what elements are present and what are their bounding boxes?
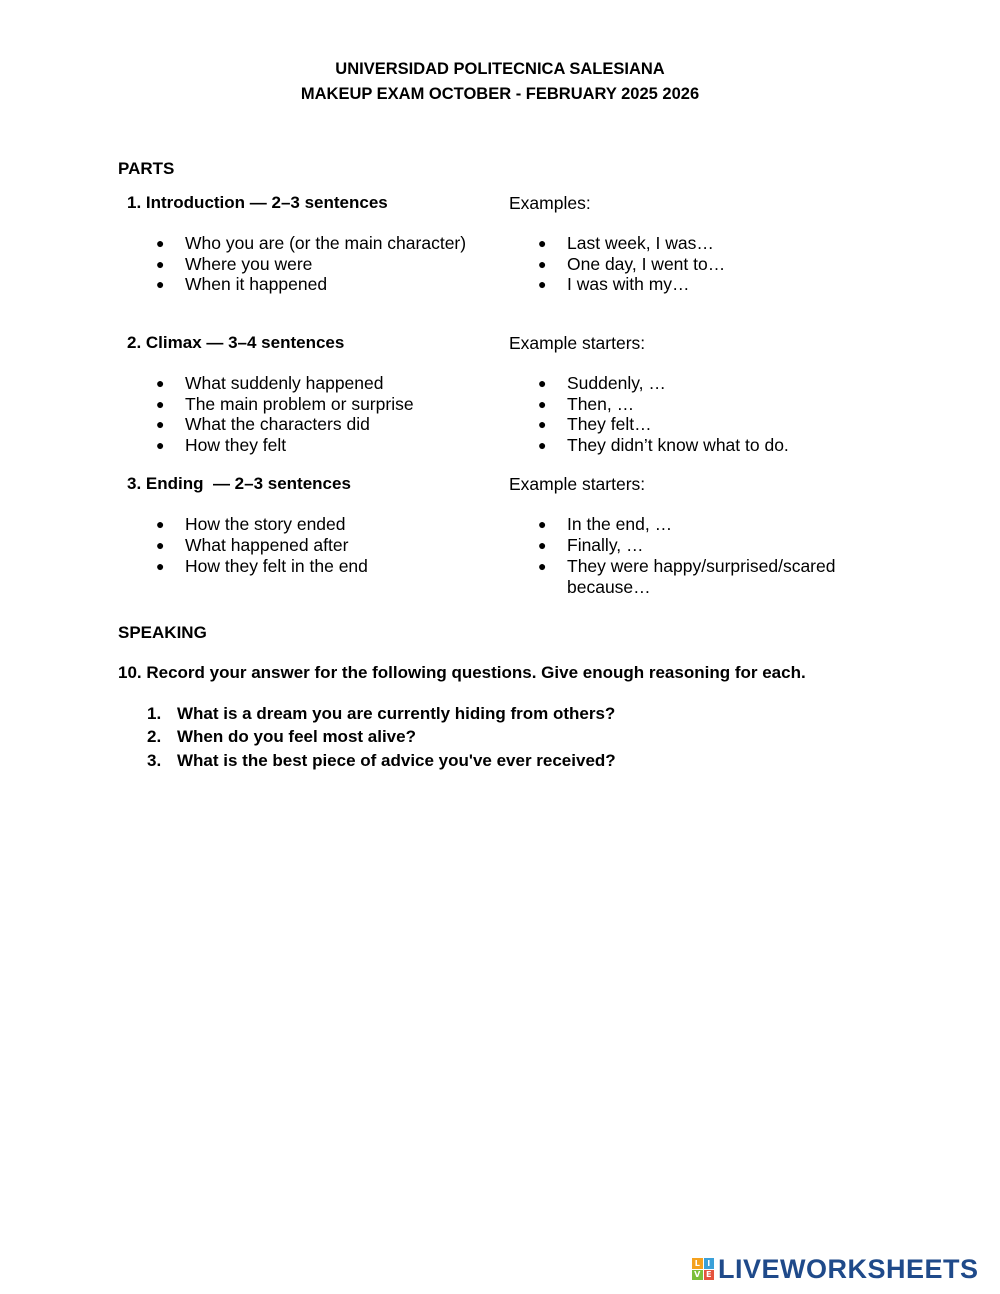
list-item: Where you were [185,254,313,274]
bullet-icon: ● [156,375,165,391]
example-item: Last week, I was… [567,233,714,253]
bullet-icon: ● [156,416,165,432]
logo-mark-letter: L [692,1258,703,1269]
example-item: Suddenly, … [567,373,666,393]
logo-mark-letter: V [692,1270,703,1281]
list-item: The main problem or surprise [185,394,414,414]
bullet-icon: ● [538,516,547,532]
example-item: In the end, … [567,514,673,534]
bullet-icon: ● [538,256,547,272]
speaking-heading: SPEAKING [118,623,207,642]
list-item: How they felt in the end [185,556,368,576]
bullet-icon: ● [156,276,165,292]
example-item: One day, I went to… [567,254,726,274]
list-item: What the characters did [185,414,370,434]
bullet-icon: ● [538,558,547,574]
question-number: 1. [147,704,162,723]
bullet-icon: ● [156,516,165,532]
bullet-icon: ● [156,396,165,412]
parts-heading: PARTS [118,159,175,178]
list-item: Who you are (or the main character) [185,233,467,253]
liveworksheets-logo [692,1254,979,1284]
examples-label: Example starters: [509,474,646,494]
example-item: They didn’t know what to do. [567,435,789,455]
question-text: What is the best piece of advice you've ever received? [177,751,616,770]
example-item: Finally, … [567,535,644,555]
section-title-introduction: 1. Introduction — 2–3 sentences [127,193,388,212]
question-number: 3. [147,751,162,770]
bullet-icon: ● [538,375,547,391]
bullet-icon: ● [538,416,547,432]
list-item: When it happened [185,274,328,294]
example-item: I was with my… [567,274,690,294]
section-title-ending: 3. Ending — 2–3 sentences [127,474,351,493]
question-text: What is a dream you are currently hiding from others? [177,704,616,723]
bullet-icon: ● [538,537,547,553]
bullet-icon: ● [538,396,547,412]
logo-mark-letter: I [704,1258,715,1269]
list-item: What suddenly happened [185,373,384,393]
example-item: Then, … [567,394,635,414]
bullet-icon: ● [538,235,547,251]
examples-label: Examples: [509,193,591,213]
bullet-icon: ● [156,558,165,574]
question-number: 2. [147,727,162,746]
bullet-icon: ● [538,276,547,292]
logo-mark-letter: E [704,1270,715,1281]
question-text: When do you feel most alive? [177,727,416,746]
section-title-climax: 2. Climax — 3–4 sentences [127,333,345,352]
list-item: What happened after [185,535,349,555]
liveworksheets-logo-text: LIVEWORKSHEETS [718,1253,979,1284]
bullet-icon: ● [156,256,165,272]
example-item: They were happy/surprised/scared [567,556,836,576]
header-exam-title: MAKEUP EXAM OCTOBER - FEBRUARY 2025 2026 [300,85,700,103]
bullet-icon: ● [156,537,165,553]
liveworksheets-logo-icon [692,1258,714,1280]
list-item: How they felt [185,435,287,455]
example-item-continuation: because… [567,577,651,597]
header-institution: UNIVERSIDAD POLITECNICA SALESIANA [335,60,665,78]
bullet-icon: ● [156,235,165,251]
examples-label: Example starters: [509,333,646,353]
example-item: They felt… [567,414,652,434]
speaking-instruction: 10. Record your answer for the following questions. Give enough reasoning for each. [118,663,806,682]
list-item: How the story ended [185,514,346,534]
bullet-icon: ● [156,437,165,453]
bullet-icon: ● [538,437,547,453]
